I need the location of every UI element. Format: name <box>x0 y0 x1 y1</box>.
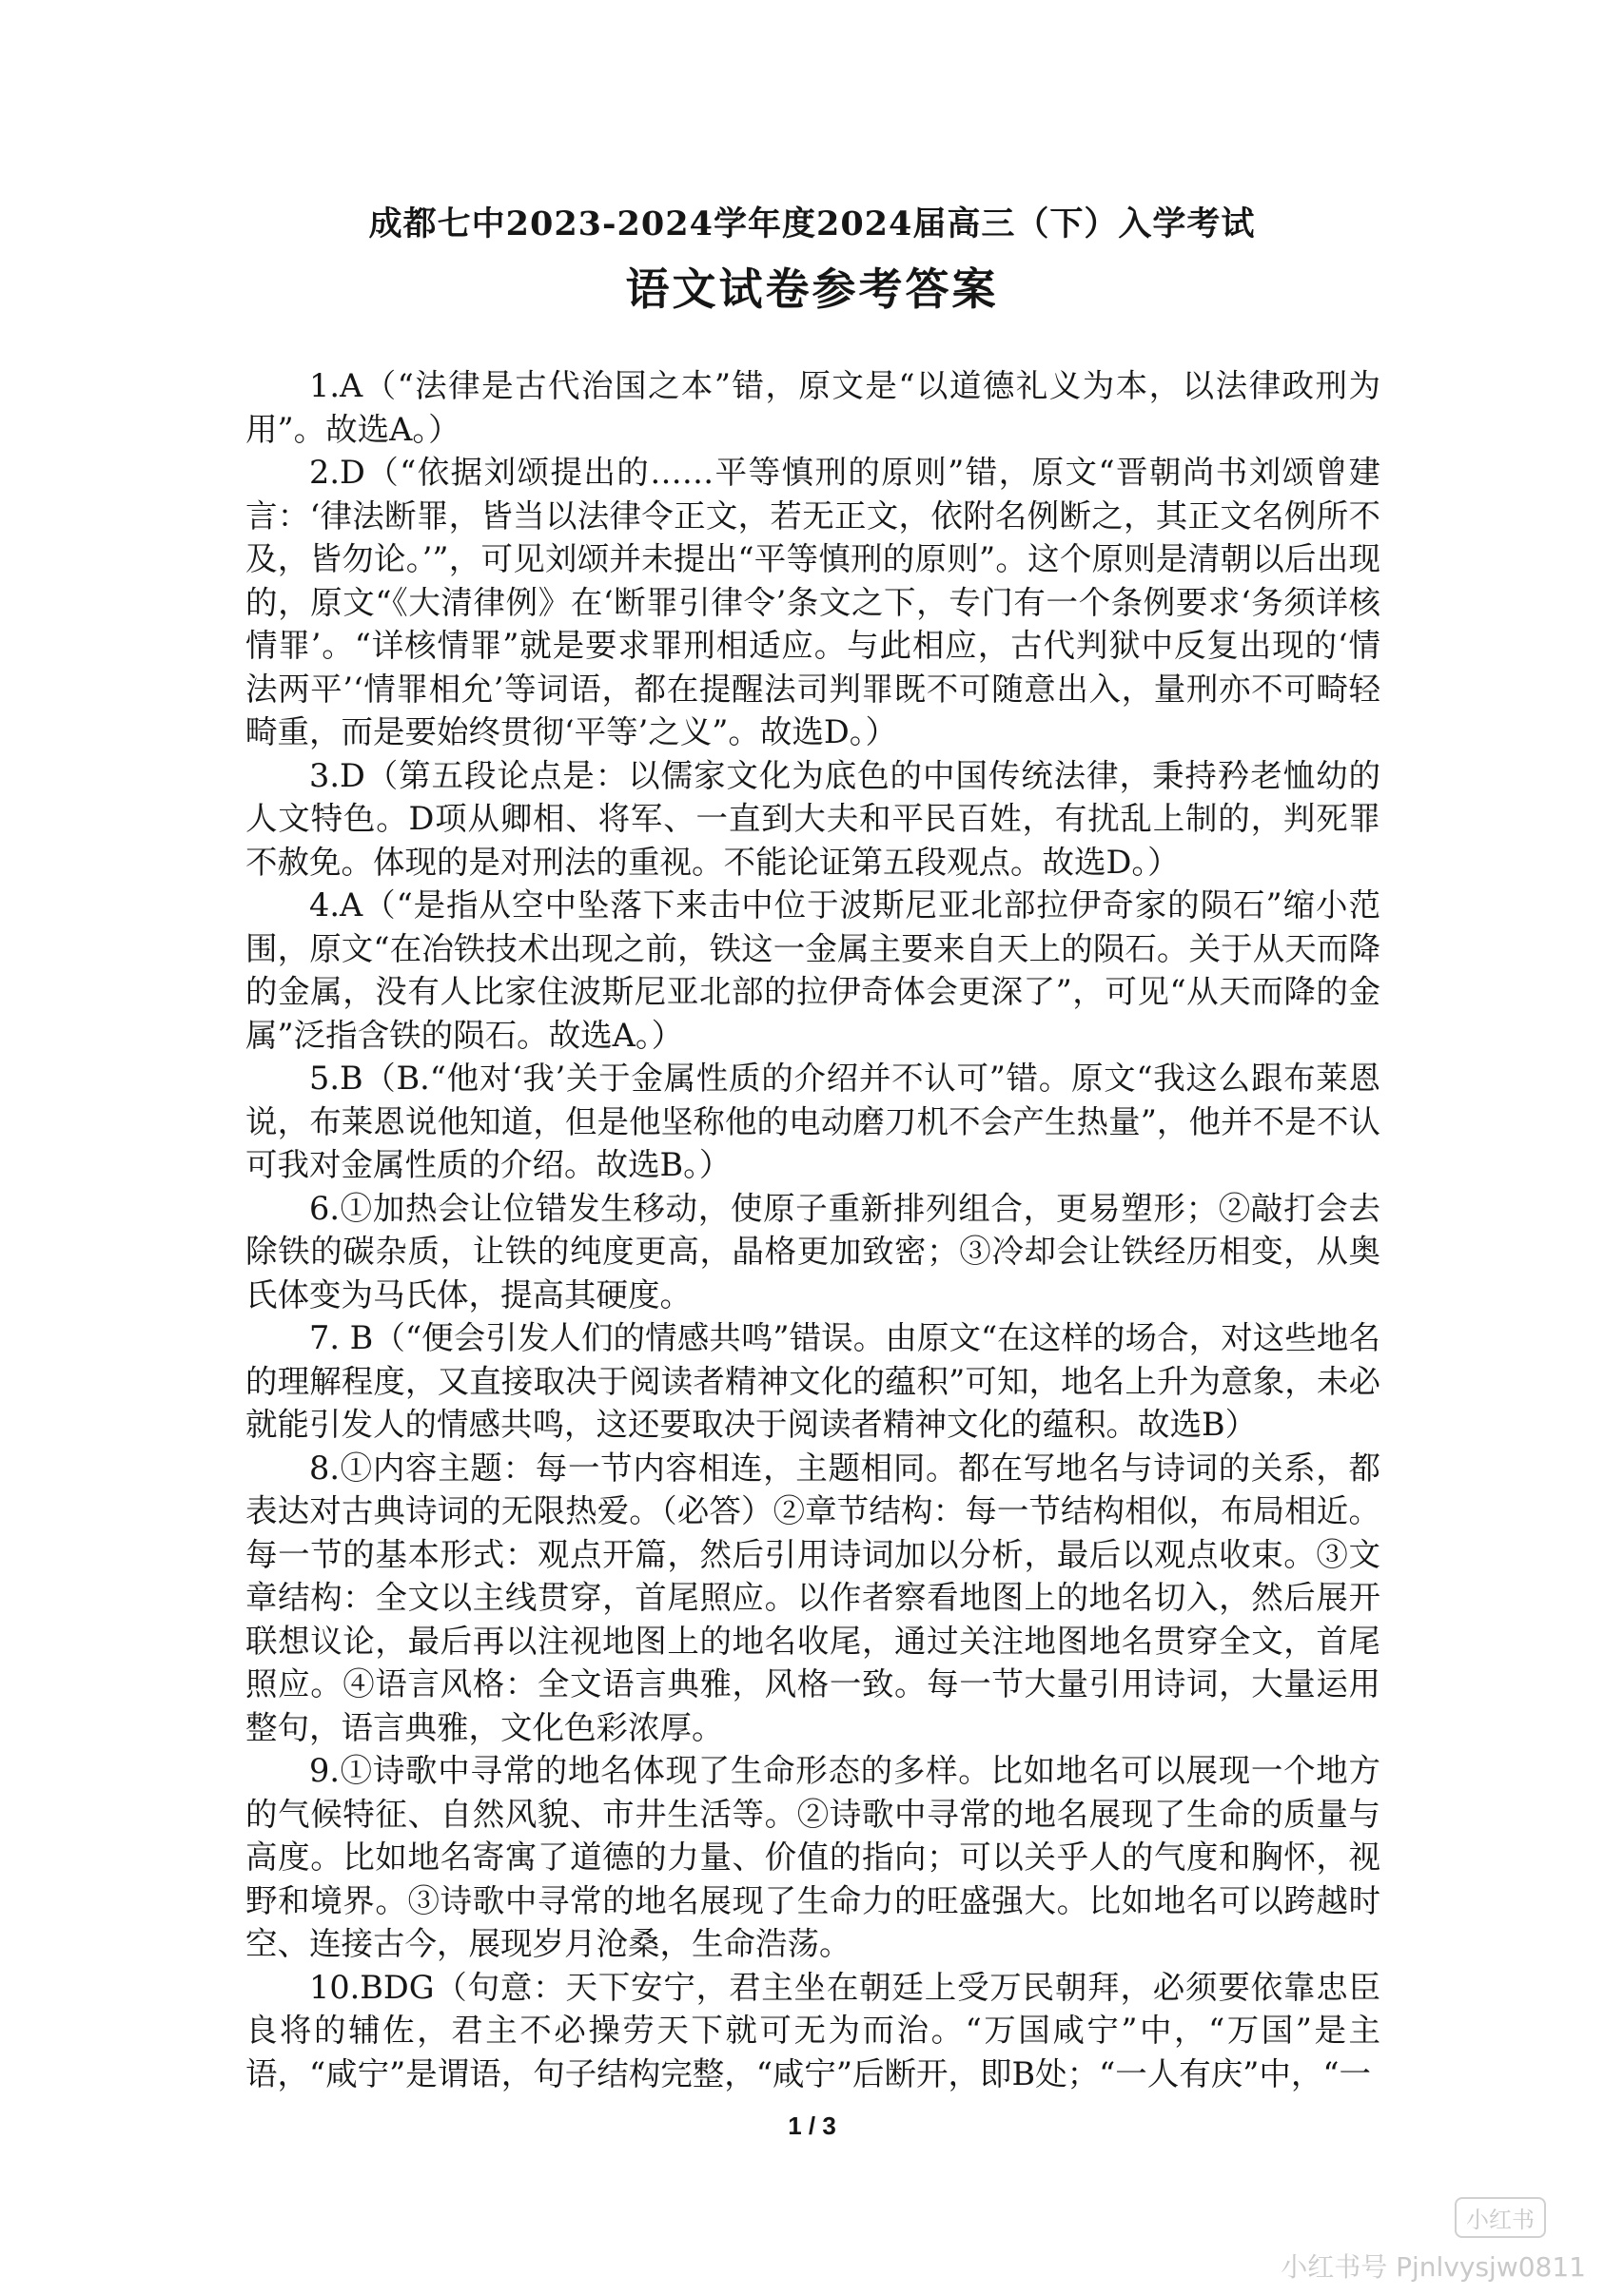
page-number: 1 / 3 <box>788 2111 836 2140</box>
answer-key-title: 语文试卷参考答案 <box>625 263 999 315</box>
answer-3: 3.D（第五段论点是：以儒家文化为底色的中国传统法律，秉持矜老恤幼的人文特色。D项从卿相、将军、一直到大夫和平民百姓，有扰乱上制的，判死罪不赦免。体现的是对刑法的重视。不能论证第五段观点。故选D。） <box>245 756 1380 881</box>
answer-5: 5.B（B.“他对‘我’关于金属性质的介绍并不认可”错。原文“我这么跟布莱恩说，布莱恩说他知道，但是他坚称他的电动磨刀机不会产生热量”，他并不是不认可我对金属性质的介绍。故选B。） <box>245 1060 1380 1183</box>
answer-7: 7. B（“便会引发人们的情感共鸣”错误。由原文“在这样的场合，对这些地名的理解程度，又直接取决于阅读者精神文化的蕴积”可知，地名上升为意象，未必就能引发人的情感共鸣，这还要取决于阅读者精神文化的蕴积。故选B） <box>245 1319 1380 1443</box>
answer-4: 4.A（“是指从空中坠落下来击中位于波斯尼亚北部拉伊奇家的陨石”缩小范围，原文“在冶铁技术出现之前，铁这一金属主要来自天上的陨石。关于从天而降的金属，没有人比家住波斯尼亚北部的拉伊奇体会更深了”，可见“从天而降的金属”泛指含铁的陨石。故选A。） <box>245 886 1380 1054</box>
answer-list <box>245 364 1380 2095</box>
exam-title: 成都七中2023-2024学年度2024届高三（下）入学考试 <box>368 204 1256 243</box>
answer-8: 8.①内容主题：每一节内容相连，主题相同。都在写地名与诗词的关系，都表达对古典诗词的无限热爱。（必答）②章节结构：每一节结构相似，布局相近。每一节的基本形式：观点开篇，然后引用诗词加以分析，最后以观点收束。③文章结构：全文以主线贯穿，首尾照应。以作者察看地图上的地名切入，然后展开联想议论，最后再以注视地图上的地名收尾，通过关注地图地名贯穿全文，首尾照应。④语言风格：全文语言典雅，风格一致。每一节大量引用诗词，大量运用整句，语言典雅，文化色彩浓厚。 <box>245 1449 1380 1746</box>
answer-2: 2.D（“依据刘颂提出的……平等慎刑的原则”错，原文“晋朝尚书刘颂曾建言：‘律法断罪，皆当以法律令正文，若无正文，依附名例断之，其正文名例所不及，皆勿论。’”，可见刘颂并未提出“平等慎刑的原则”。这个原则是清朝以后出现的，原文“《大清律例》在‘断罪引律令’条文之下，专门有一个条例要求‘务须详核情罪’。“详核情罪”就是要求罪刑相适应。与此相应，古代判狱中反复出现的‘情法两平’‘情罪相允’等词语，都在提醒法司判罪既不可随意出入，量刑亦不可畸轻畸重，而是要始终贯彻‘平等’之义”。故选D。） <box>245 454 1380 750</box>
watermark-logo: 小红书 <box>1455 2197 1546 2238</box>
answer-1: 1.A（“法律是古代治国之本”错，原文是“以道德礼义为本，以法律政刑为用”。故选A。） <box>245 367 1380 448</box>
answer-9: 9.①诗歌中寻常的地名体现了生命形态的多样。比如地名可以展现一个地方的气候特征、自然风貌、市井生活等。②诗歌中寻常的地名展现了生命的质量与高度。比如地名寄寓了道德的力量、价值的指向；可以关乎人的气度和胸怀，视野和境界。③诗歌中寻常的地名展现了生命力的旺盛强大。比如地名可以跨越时空、连接古今，展现岁月沧桑，生命浩荡。 <box>245 1752 1380 1962</box>
answer-10: 10.BDG（句意：天下安宁，君主坐在朝廷上受万民朝拜，必须要依靠忠臣良将的辅佐，君主不必操劳天下就可无为而治。“万国咸宁”中，“万国”是主语，“咸宁”是谓语，句子结构完整，“咸宁”后断开，即B处；“一人有庆”中，“一 <box>245 1968 1380 2092</box>
watermark-text: 小红书号 Pjnlvysjw0811 <box>1281 2251 1586 2283</box>
answer-6: 6.①加热会让位错发生移动，使原子重新排列组合，更易塑形；②敲打会去除铁的碳杂质，让铁的纯度更高，晶格更加致密；③冷却会让铁经历相变，从奥氏体变为马氏体，提高其硬度。 <box>245 1189 1380 1313</box>
